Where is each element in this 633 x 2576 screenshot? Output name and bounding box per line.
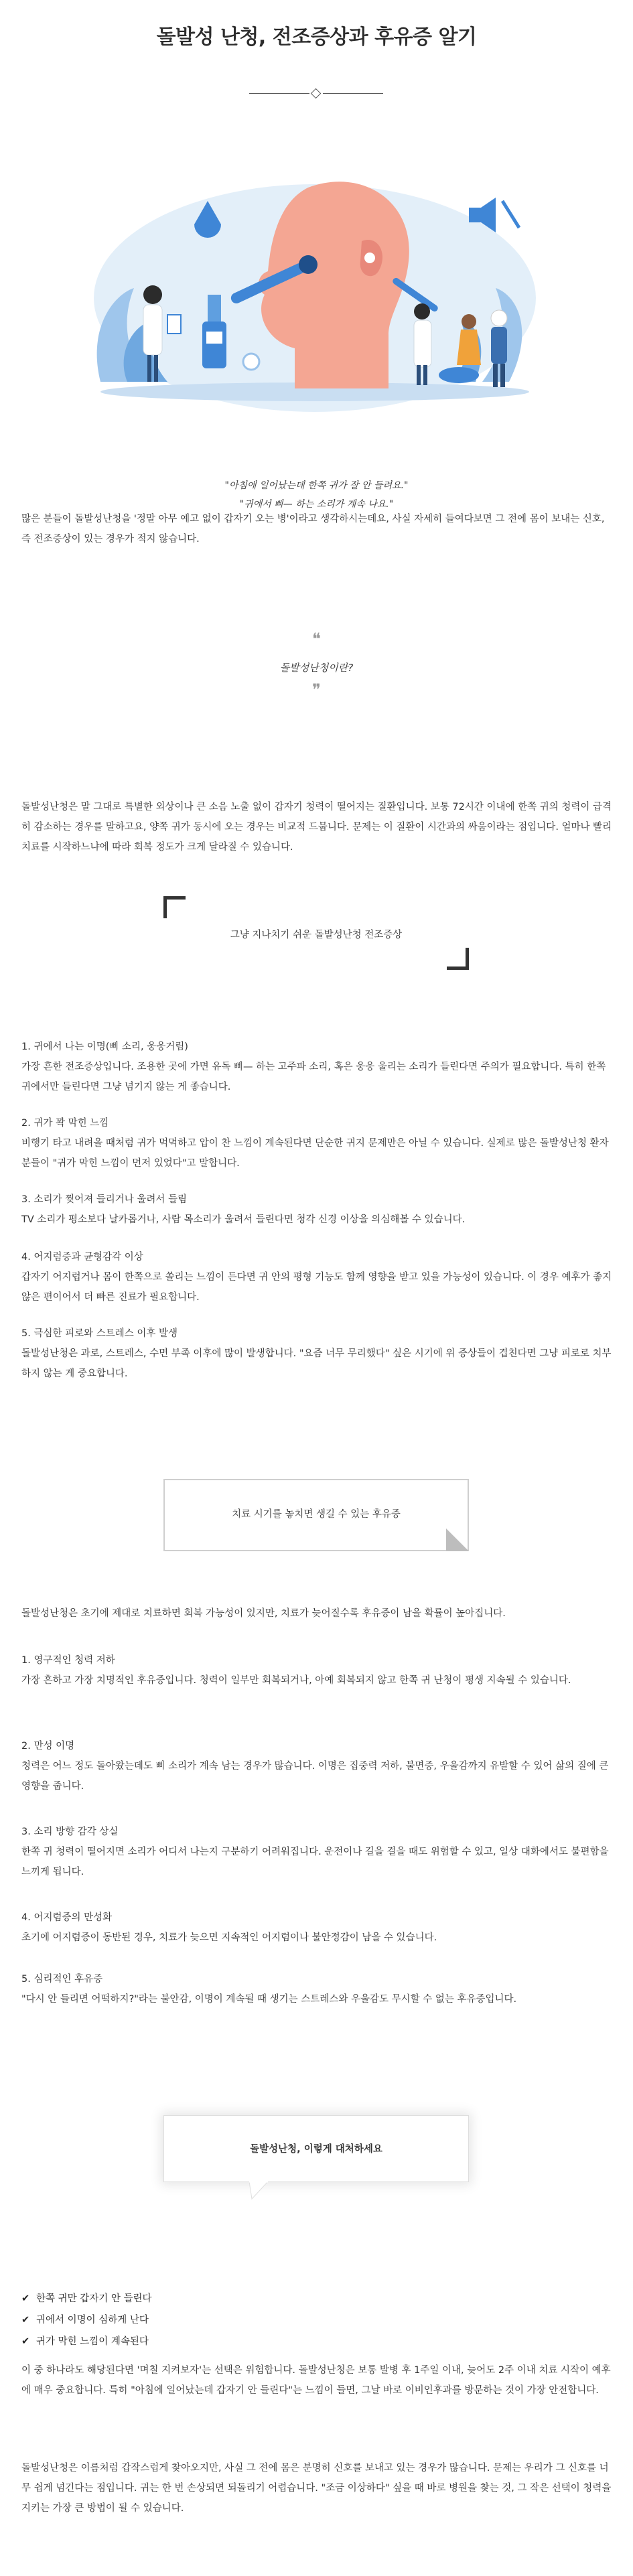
section2-intro: 돌발성난청은 초기에 제대로 치료하면 회복 가능성이 있지만, 치료가 늦어질수록 후유증이 남을 확률이 높아집니다. <box>21 1608 506 1619</box>
list-item-body: 한쪽 귀 청력이 떨어지면 소리가 어디서 나는지 구분하기 어려워집니다. 운전이나 길을 걸을 때도 위험할 수 있고, 일상 대화에서도 불편함을 느끼게 됩니다. <box>21 1847 609 1877</box>
section3-heading: 돌발성난청, 이렇게 대처하세요 <box>250 2144 382 2155</box>
symptom-list <box>21 1323 612 1384</box>
symptom-list <box>21 1113 612 1173</box>
definition-paragraph: 돌발성난청은 말 그대로 특별한 외상이나 큰 소음 노출 없이 갑자기 청력이 떨어지는 질환입니다. 보통 72시간 이내에 한쪽 귀의 청력이 급격히 감소하는 경우를 말하고요, 양쪽 귀가 동시에 오는 경우는 비교적 드뭅니다. 문제는 이 질환이 시간과의 싸움이라는 점입니다. 얼마나 빨리 치료를 시작하느냐에 따라 회복 정도가 크게 달라질 수 있습니다. <box>21 802 612 853</box>
list-item-title: 4. 어지럼증과 균형감각 이상 <box>21 1252 143 1263</box>
speech-tail-icon <box>249 2181 269 2202</box>
intro-paragraph: 많은 분들이 돌발성난청을 '정말 아무 예고 없이 갑자기 오는 병'이라고 생각하시는데요, 사실 자세히 들여다보면 그 전에 몸이 보내는 신호, 즉 전조증상이 있는 경우가 적지 않습니다. <box>21 514 605 545</box>
section2-heading-box <box>163 1479 469 1551</box>
section2-heading: 치료 시기를 놓치면 생길 수 있는 후유증 <box>232 1509 401 1520</box>
intro-quote: "귀에서 삐— 하는 소리가 계속 나요." <box>239 499 394 510</box>
aftereffect-list <box>21 1908 612 1948</box>
list-item: ✔ 한쪽 귀만 갑자기 안 들린다 <box>21 2288 423 2309</box>
page-fold-icon <box>446 1528 469 1551</box>
close-quote-icon: ❞ <box>312 681 321 699</box>
list-item-body: TV 소리가 평소보다 날카롭거나, 사람 목소리가 울려서 들린다면 청각 신경 이상을 의심해볼 수 있습니다. <box>21 1214 466 1225</box>
list-item-title: 1. 영구적인 청력 저하 <box>21 1655 115 1666</box>
list-item-body: 돌발성난청은 과로, 스트레스, 수면 부족 이후에 많이 발생합니다. "요즘 너무 무리했다" 싶은 시기에 위 증상들이 겹친다면 그냥 피로로 치부하지 않는 게 중요합니다. <box>21 1348 612 1379</box>
list-item-body: 청력은 어느 정도 돌아왔는데도 삐 소리가 계속 남는 경우가 많습니다. 이명은 집중력 저하, 불면증, 우울감까지 유발할 수 있어 삶의 질에 큰 영향을 줍니다. <box>21 1761 609 1792</box>
aftereffect-list <box>21 1969 612 2009</box>
list-item-title: 2. 만성 이명 <box>21 1741 75 1751</box>
aftereffect-list <box>21 1736 612 1796</box>
list-item-body: 초기에 어지럼증이 동반된 경우, 치료가 늦으면 지속적인 어지럼이나 불안정감이 남을 수 있습니다. <box>21 1932 437 1943</box>
aftereffect-list <box>21 1650 612 1691</box>
section1-heading-box <box>163 896 469 970</box>
corner-bracket-icon <box>447 948 469 970</box>
open-quote-icon: ❝ <box>312 630 321 648</box>
section1-heading: 그냥 지나치기 쉬운 돌발성난청 전조증상 <box>230 930 403 940</box>
hearing-exam-illustration <box>74 161 556 422</box>
symptom-list <box>21 1037 612 1097</box>
list-item: ✔ 귀에서 이명이 심하게 난다 <box>21 2309 423 2331</box>
check-icon: ✔ <box>21 2315 30 2325</box>
list-item-title: 5. 심리적인 후유증 <box>21 1974 103 1985</box>
list-item-title: 3. 소리 방향 감각 상실 <box>21 1827 119 1837</box>
list-item-body: 가장 흔한 전조증상입니다. 조용한 곳에 가면 유독 삐— 하는 고주파 소리, 혹은 웅웅 울리는 소리가 들린다면 주의가 필요합니다. 특히 한쪽 귀에서만 들린다면 그냥 넘기지 않는 게 좋습니다. <box>21 1062 606 1092</box>
list-item-body: 비행기 타고 내려올 때처럼 귀가 먹먹하고 압이 찬 느낌이 계속된다면 단순한 귀지 문제만은 아닐 수 있습니다. 실제로 많은 돌발성난청 환자분들이 "귀가 막힌 느낌이 먼저 있었다"고 말합니다. <box>21 1138 609 1169</box>
aftereffect-list <box>21 1822 612 1882</box>
intro-quote: "아침에 일어났는데 한쪽 귀가 잘 안 들려요." <box>224 480 409 491</box>
section3-heading-box <box>163 2115 469 2182</box>
question-title: 돌발성난청이란? <box>279 662 354 674</box>
closing-paragraph: 돌발성난청은 이름처럼 갑작스럽게 찾아오지만, 사실 그 전에 몸은 분명히 신호를 보내고 있는 경우가 많습니다. 문제는 우리가 그 신호를 너무 쉽게 넘긴다는 점입니다. 귀는 한 번 손상되면 되돌리기 어렵습니다. "조금 이상하다" 싶을 때 바로 병원을 찾는 것, 그 작은 선택이 청력을 지키는 가장 큰 방법이 될 수 있습니다. <box>21 2463 612 2514</box>
list-item-body: 갑자기 어지럽거나 몸이 한쪽으로 쏠리는 느낌이 든다면 귀 안의 평형 기능도 함께 영향을 받고 있을 가능성이 있습니다. 이 경우 예후가 좋지 않은 편이어서 더 빠른 진료가 필요합니다. <box>21 1272 612 1303</box>
corner-bracket-icon <box>163 896 186 918</box>
advice-paragraph: 이 중 하나라도 해당된다면 '며칠 지켜보자'는 선택은 위험합니다. 돌발성난청은 보통 발병 후 1주일 이내, 늦어도 2주 이내 치료 시작이 예후에 매우 중요합니다. 특히 "아침에 일어났는데 갑자기 안 들린다"는 느낌이 들면, 그날 바로 이비인후과를 방문하는 것이 가장 안전합니다. <box>21 2365 611 2396</box>
list-item-body: "다시 안 들리면 어떡하지?"라는 불안감, 이명이 계속될 때 생기는 스트레스와 우울감도 무시할 수 없는 후유증입니다. <box>21 1994 517 2005</box>
list-item-body: 가장 흔하고 가장 치명적인 후유증입니다. 청력이 일부만 회복되거나, 아예 회복되지 않고 한쪽 귀 난청이 평생 지속될 수 있습니다. <box>21 1675 571 1686</box>
check-icon: ✔ <box>21 2336 30 2347</box>
list-item-title: 2. 귀가 꽉 막힌 느낌 <box>21 1118 109 1129</box>
list-item-title: 1. 귀에서 나는 이명(삐 소리, 웅웅거림) <box>21 1042 188 1052</box>
list-item-title: 5. 극심한 피로와 스트레스 이후 발생 <box>21 1328 178 1339</box>
list-item-title: 4. 어지럼증의 만성화 <box>21 1912 113 1923</box>
check-icon: ✔ <box>21 2293 30 2304</box>
list-item-title: 3. 소리가 찢어져 들리거나 울려서 들림 <box>21 1194 187 1205</box>
symptom-list <box>21 1190 612 1230</box>
checklist <box>21 2288 423 2352</box>
diamond-ornament-icon <box>311 88 322 99</box>
page-title: 돌발성 난청, 전조증상과 후유증 알기 <box>156 25 477 49</box>
title-divider <box>249 90 383 98</box>
list-item: ✔ 귀가 막힌 느낌이 계속된다 <box>21 2331 423 2352</box>
symptom-list <box>21 1247 612 1307</box>
